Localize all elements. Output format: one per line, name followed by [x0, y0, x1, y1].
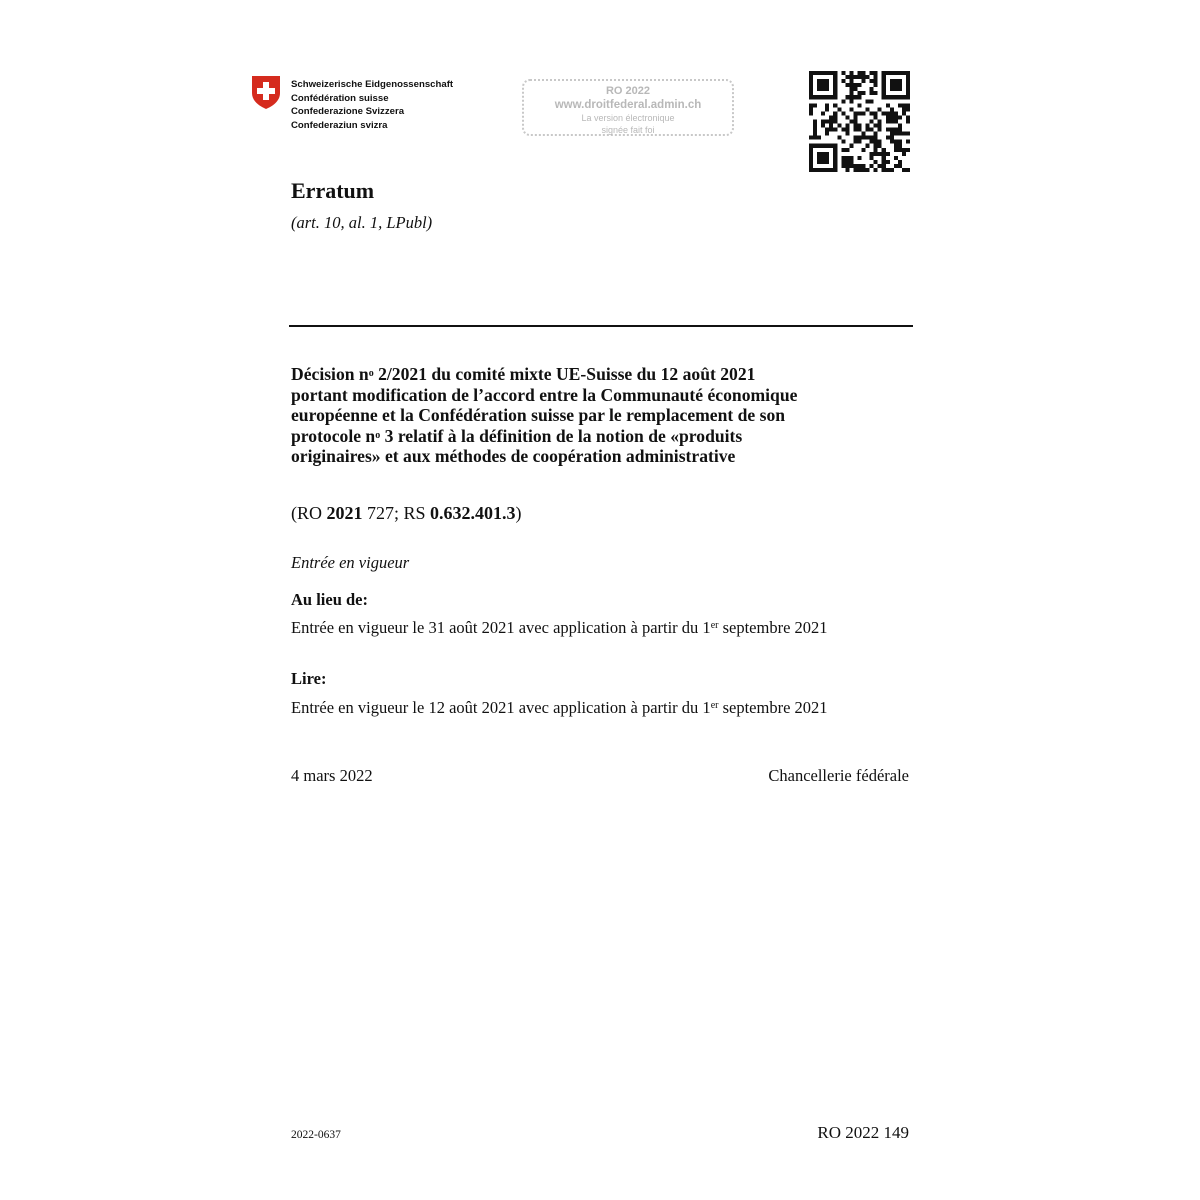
electronic-version-stamp	[522, 79, 734, 136]
publication-reference	[291, 503, 522, 524]
instead-of-text-pre: Entrée en vigueur le 31 août 2021 avec application à partir du 1	[291, 618, 711, 637]
ref-rs-number: 0.632.401.3	[430, 503, 516, 523]
decision-title	[291, 364, 911, 467]
confederation-name-fr: Confédération suisse	[291, 92, 389, 104]
instead-of-heading: Au lieu de:	[291, 590, 369, 609]
stamp-ro: RO 2022	[605, 85, 651, 97]
decision-line5: originaires» et aux méthodes de coopération administrative	[291, 446, 736, 467]
read-heading: Lire:	[291, 669, 327, 688]
decision-line1-sup: o	[368, 368, 374, 379]
divider	[289, 325, 913, 327]
decision-line4-sup: o	[375, 429, 381, 441]
confederation-name-de: Schweizerische Eidgenossenschaft	[291, 79, 454, 90]
swiss-coat-of-arms-icon	[251, 75, 281, 110]
confederation-name-rm: Confederaziun svizra	[291, 119, 388, 131]
document-number: 2022-0637	[291, 1129, 341, 1141]
read-text-post: septembre 2021	[718, 698, 828, 717]
decision-line3: européenne et la Confédération suisse par le remplacement de son	[291, 405, 786, 426]
publication-ref: RO 2022 149	[817, 1123, 909, 1142]
date: 4 mars 2022	[291, 766, 373, 785]
authority: Chancellerie fédérale	[768, 766, 909, 785]
confederation-names	[291, 78, 453, 132]
read-text	[291, 698, 828, 718]
decision-line4-post: 3 relatif à la définition de la notion de «produits	[380, 425, 743, 446]
read-text-pre: Entrée en vigueur le 12 août 2021 avec application à partir du 1	[291, 698, 711, 717]
qr-code-icon	[809, 71, 910, 172]
page-title: Erratum	[291, 178, 375, 203]
section-label: Entrée en vigueur	[291, 553, 410, 572]
ref-open: (RO	[291, 503, 327, 523]
instead-of-text-sup: er	[710, 620, 719, 631]
ref-ro-year: 2021	[326, 503, 363, 523]
decision-line4-pre: protocole n	[291, 425, 376, 446]
stamp-url: www.droitfederal.admin.ch	[554, 99, 702, 111]
decision-line1-pre: Décision n	[291, 364, 369, 384]
stamp-text-2: signée fait foi	[601, 125, 655, 135]
ref-ro-page: 727; RS	[362, 503, 431, 523]
confederation-name-it: Confederazione Svizzera	[291, 106, 405, 117]
legal-basis: (art. 10, al. 1, LPubl)	[291, 213, 433, 232]
instead-of-text-post: septembre 2021	[718, 618, 828, 637]
decision-line2: portant modification de l’accord entre la Communauté économique	[291, 384, 798, 405]
stamp-text-1: La version électronique	[581, 113, 675, 123]
decision-line1-post: 2/2021 du comité mixte UE-Suisse du 12 août 2021	[373, 364, 756, 384]
ref-close: )	[515, 503, 522, 523]
read-text-sup: er	[710, 700, 719, 711]
instead-of-text	[291, 618, 828, 638]
